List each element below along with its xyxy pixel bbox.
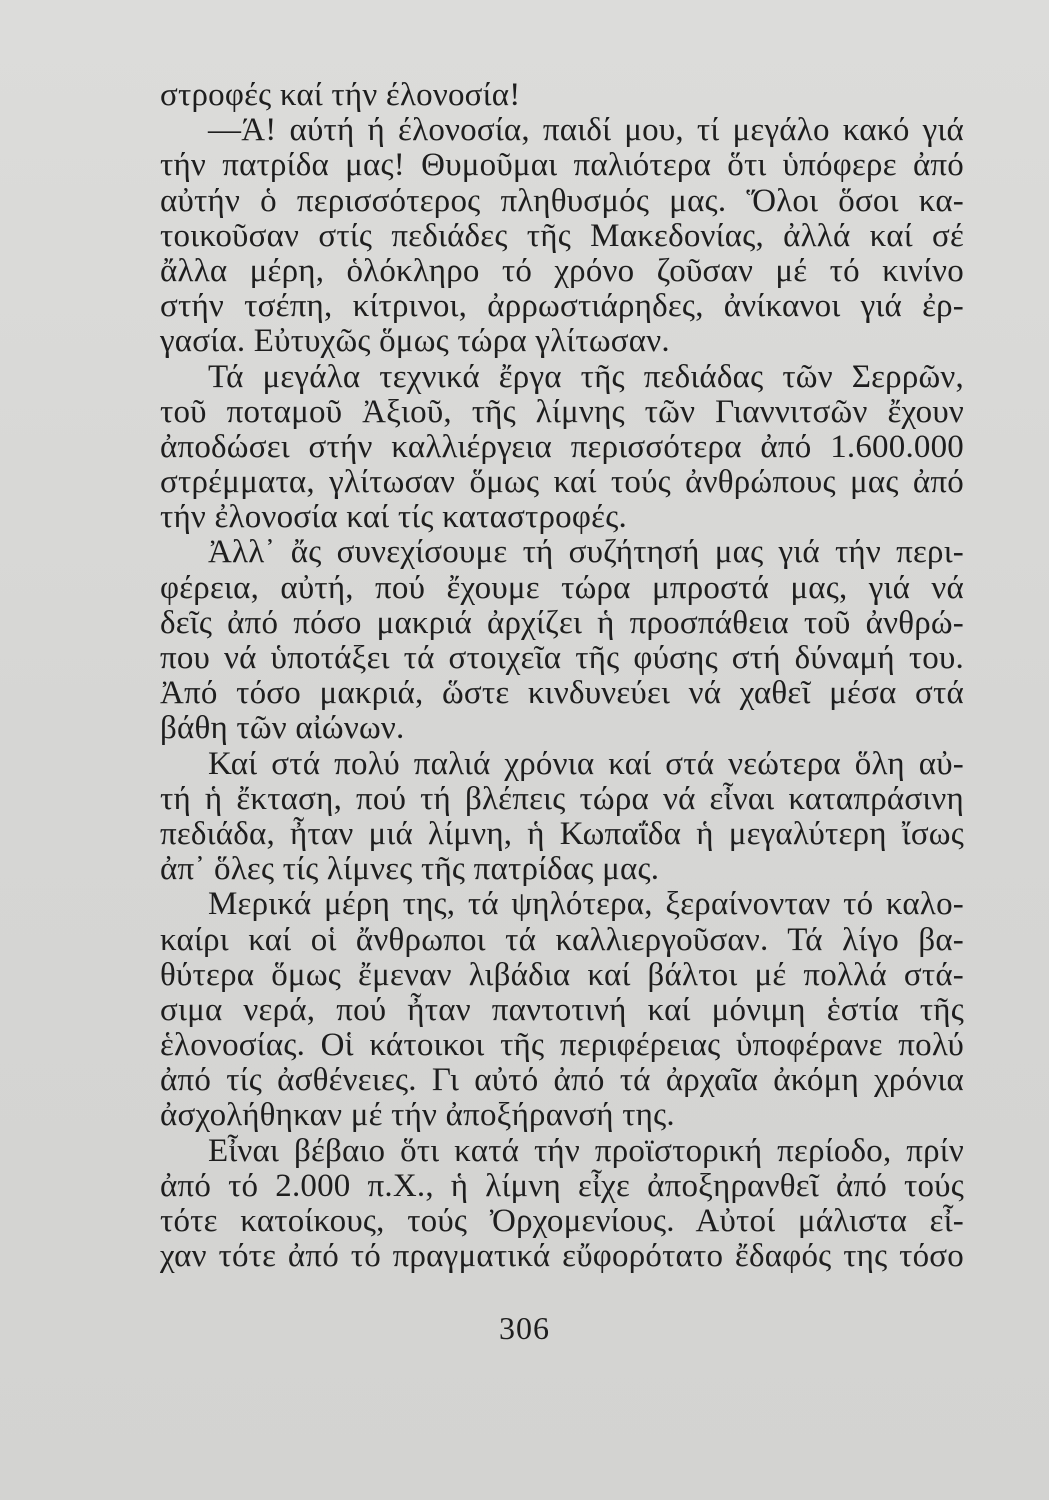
text-line: θύτερα ὅμως ἔμεναν λιβάδια καί βάλτοι μέ πολλά στά-: [160, 956, 964, 993]
text-line: ἀσχολήθηκαν μέ τήν ἀποξήρανσή της.: [160, 1097, 675, 1134]
text-line: ἑλονοσίας. Οἱ κάτοικοι τῆς περιφέρειας ὑποφέρανε πολύ: [160, 1027, 964, 1064]
text-line: τήν πατρίδα μας! Θυμοῦμαι παλιότερα ὅτι ὑπόφερε ἀπό: [160, 147, 964, 184]
text-line: Μερικά μέρη της, τά ψηλότερα, ξεραίνονταν τό καλο-: [208, 886, 964, 923]
text-line: τήν ἐλονοσία καί τίς καταστροφές.: [160, 499, 627, 536]
text-line: ἀποδώσει στήν καλλιέργεια περισσότερα ἀπό 1.600.000: [160, 428, 964, 465]
text-line: στροφές καί τήν έλονοσία!: [160, 77, 521, 113]
text-line: στρέμματα, γλίτωσαν ὅμως καί τούς ἀνθρώπους μας ἀπό: [160, 464, 964, 501]
text-line: δεῖς ἀπό πόσο μακριά ἀρχίζει ἡ προσπάθεια τοῦ ἀνθρώ-: [160, 604, 964, 641]
text-line: βάθη τῶν αἰώνων.: [160, 710, 405, 747]
text-line: Ἀπό τόσο μακριά, ὥστε κινδυνεύει νά χαθεῖ μέσα στά: [160, 675, 964, 712]
text-line: τοικοῦσαν στίς πεδιάδες τῆς Μακεδονίας, ἀλλά καί σέ: [160, 217, 964, 254]
text-line: ἄλλα μέρη, ὁλόκληρο τό χρόνο ζοῦσαν μέ τό κινίνο: [160, 252, 964, 289]
text-line: αὐτήν ὁ περισσότερος πληθυσμός μας. Ὅλοι ὅσοι κα-: [160, 182, 964, 219]
text-line: Ἀλλ᾽ ἄς συνεχίσουμε τή συζήτησή μας γιά τήν περι-: [208, 534, 964, 571]
text-line: ἀπό τό 2.000 π.Χ., ἡ λίμνη εἶχε ἀποξηρανθεῖ ἀπό τούς: [160, 1167, 964, 1204]
text-line: φέρεια, αὐτή, πού ἔχουμε τώρα μπροστά μας, γιά νά: [160, 569, 964, 606]
text-line: που νά ὑποτάξει τά στοιχεῖα τῆς φύσης στή δύναμή του.: [160, 640, 964, 676]
text-line: γασία. Εὐτυχῶς ὅμως τώρα γλίτωσαν.: [160, 323, 670, 360]
text-line: τότε κατοίκους, τούς Ὀρχομενίους. Αὐτοί μάλιστα εἶ-: [160, 1203, 964, 1239]
page-number: 306: [499, 1310, 550, 1346]
text-line: ἀπ᾽ ὅλες τίς λίμνες τῆς πατρίδας μας.: [160, 851, 660, 888]
text-line: στήν τσέπη, κίτρινοι, ἀρρωστιάρηδες, ἀνίκανοι γιά ἐρ-: [160, 288, 964, 325]
text-line: χαν τότε ἀπό τό πραγματικά εὔφορότατο ἔδαφός της τόσο: [160, 1238, 964, 1275]
text-line: καίρι καί οἱ ἄνθρωποι τά καλλιεργοῦσαν. Τά λίγο βα-: [160, 921, 964, 958]
text-line: τή ἡ ἔκταση, πού τή βλέπεις τώρα νά εἶναι καταπράσινη: [160, 780, 964, 817]
text-line: —Ά! αύτή ή έλονοσία, παιδί μου, τί μεγάλο κακό γιά: [208, 112, 964, 149]
text-line: Τά μεγάλα τεχνικά ἔργα τῆς πεδιάδας τῶν Σερρῶν,: [208, 358, 964, 395]
text-line: Καί στά πολύ παλιά χρόνια καί στά νεώτερα ὅλη αὐ-: [208, 745, 964, 782]
text-line: σιμα νερά, πού ἦταν παντοτινή καί μόνιμη ἑστία τῆς: [160, 991, 964, 1028]
text-line: πεδιάδα, ἦταν μιά λίμνη, ἡ Κωπαΐδα ἡ μεγαλύτερη ἴσως: [160, 815, 964, 852]
text-line: ἀπό τίς ἀσθένειες. Γι αὐτό ἀπό τά ἀρχαῖα ἀκόμη χρόνια: [160, 1062, 964, 1099]
text-line: τοῦ ποταμοῦ Ἀξιοῦ, τῆς λίμνης τῶν Γιαννιτσῶν ἔχουν: [160, 393, 964, 430]
body-text: [160, 78, 964, 1274]
text-line: Εἶναι βέβαιο ὅτι κατά τήν προϊστορική περίοδο, πρίν: [208, 1132, 964, 1169]
